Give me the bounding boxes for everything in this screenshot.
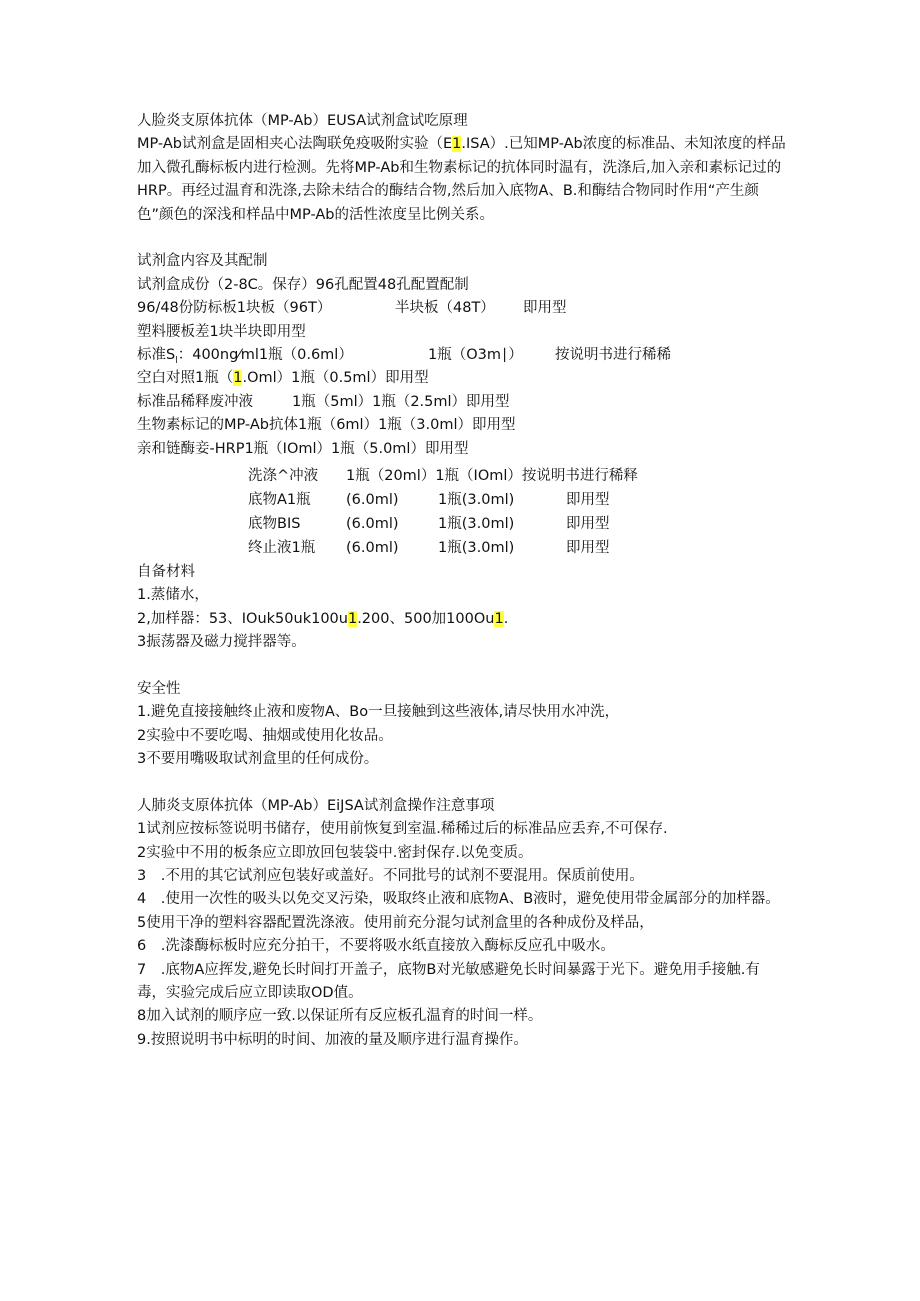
highlighted-text: 1	[452, 136, 462, 153]
list-item: 5使用干净的塑料容器配置洗涤液。使用前充分混匀试剂盒里的各种成份及样品，	[137, 914, 654, 931]
list-item: 7 .底物A应挥发,避免长时间打开盖子，底物B对光敏感避免长时间暴露于光下。避免用手接触.有毒，实验完成后应立即读取OD值。	[137, 961, 760, 1001]
text-run: .200、500加100Ou	[357, 610, 495, 627]
principle-paragraph	[137, 133, 787, 227]
table-cell: (6.0ml)	[346, 539, 399, 556]
list-item: 3不要用嘴吸取试剂盒里的任何成份。	[137, 751, 379, 768]
list-item: 1.避免直接接触终止液和废物A、Bo一旦接触到这些液体,请尽快用水冲洗，	[137, 704, 620, 721]
table-row	[248, 537, 787, 561]
table-cell: 1瓶(3.0ml)	[438, 515, 515, 532]
text-run: 空白对照1瓶（	[137, 370, 234, 387]
text-run: ：400ng⁄ml1瓶（0.6ml）	[177, 346, 353, 363]
section-title-safety: 安全性	[137, 680, 181, 697]
table-cell: 即用型	[566, 539, 610, 556]
table-row	[248, 489, 787, 513]
section-title-precautions: 人肺炎支原体抗体（MP-Ab）EiJSA试剂盒操作注意事项	[137, 797, 495, 814]
table-cell: 底物A1瓶	[248, 491, 311, 508]
kit-cell: 即用型	[523, 300, 567, 317]
kit-cell: 半块板（48T）	[395, 300, 495, 317]
kit-line: 生物素标记的MP-Ab抗体1瓶（6ml）1瓶（3.0ml）即用型	[137, 417, 516, 434]
highlighted-text: 1	[494, 610, 504, 627]
list-item: 2实验中不要吃喝、抽烟或使用化妆品。	[137, 727, 393, 744]
text-run: 标准S	[137, 346, 176, 363]
list-item: 3 .不用的其它试剂应包装好或盖好。不同批号的试剂不要混用。保质前使用。	[137, 868, 644, 884]
list-item: 9.按照说明书中标明的时间、加液的量及顺序进行温育操作。	[137, 1031, 528, 1048]
table-cell: (6.0ml)	[346, 515, 399, 532]
list-item: 1试剂应按标签说明书储存，使用前恢复到室温.稀稀过后的标准品应丢弃,不可保存.	[137, 821, 668, 838]
spacer	[137, 654, 787, 677]
highlighted-text: 1	[347, 610, 358, 627]
kit-line	[137, 367, 787, 390]
text-run: .Oml）1瓶（0.5ml）即用型	[242, 370, 429, 387]
table-cell: 即用型	[566, 491, 610, 508]
kit-cell	[137, 344, 428, 367]
table-cell: 终止液1瓶	[248, 539, 316, 556]
kit-cell: 1瓶（5ml）1瓶（2.5ml）即用型	[292, 393, 510, 410]
section-title-principle: 人脸炎支原体抗体（MP-Ab）EUSA试剂盒试吃原理	[137, 113, 468, 129]
table-cell: 底物BIS	[248, 515, 301, 532]
kit-cell: 96/48份防标板1块板（96T）	[137, 300, 332, 317]
text-run: MP-Ab试剂盒是固相夹心法陶联免疫吸附实验（E	[137, 136, 453, 153]
kit-cell: 按说明书进行稀稀	[555, 346, 671, 363]
text-run: 2,加样器：53、IOuk50uk100u	[137, 610, 348, 627]
section-title-kit-contents: 试剂盒内容及其配制	[137, 253, 268, 270]
kit-line: 试剂盒成份（2-8C。保存）96孔配置48孔配置配制	[137, 276, 469, 293]
table-cell: 即用型	[566, 515, 610, 532]
table-cell: 1瓶（20ml）1瓶（IOml）按说明书进行稀释	[346, 467, 638, 484]
section-title-materials: 自备材料	[137, 563, 195, 580]
list-item: 3振荡器及磁力搅拌器等。	[137, 634, 306, 651]
kit-line	[137, 391, 787, 414]
subscript: l	[175, 355, 178, 366]
document-body	[137, 110, 787, 1052]
kit-line: 塑料腰板差1块半块即用型	[137, 323, 306, 340]
list-item: 6 .洗漆酶标板时应充分拍干，不要将吸水纸直接放入酶标反应孔中吸水。	[137, 938, 615, 955]
kit-line	[137, 344, 787, 367]
table-cell: 1瓶(3.0ml)	[438, 539, 515, 556]
list-item: 8加入试剂的顺序应一致.以保证所有反应板孔温育的时间一样。	[137, 1008, 543, 1025]
list-item	[137, 608, 787, 631]
text-run: .	[503, 610, 509, 627]
spacer	[137, 771, 787, 794]
kit-cell: 1瓶（O3m∣）	[428, 346, 523, 363]
table-cell: 洗涤^冲液	[248, 467, 319, 484]
table-row	[248, 465, 787, 489]
list-item: 4 .使用一次性的吸头以免交叉污染，吸取终止液和底物A、B液时，避免使用带金属部分的加样器。	[137, 891, 780, 908]
list-item: 2实验中不用的板条应立即放回包装袋中.密封保存.以免变质。	[137, 844, 533, 861]
highlighted-text: 1	[233, 370, 243, 387]
list-item: 1.蒸储水，	[137, 587, 209, 604]
table-cell: 1瓶(3.0ml)	[438, 491, 515, 508]
kit-line: 亲和链酶妾-HRP1瓶（IOml）1瓶（5.0ml）即用型	[137, 440, 469, 457]
table-cell: (6.0ml)	[346, 491, 399, 508]
kit-cell: 标准品稀释废冲液	[137, 393, 253, 410]
table-row	[248, 513, 787, 537]
text-run: .ISA）.已知MP-Ab浓度的标准品、未知浓度的样品加入微孔酶标板内进行检测。先将MP-Ab和生物素标记的抗体同时温有，洗涤后,加入亲和素标记过的HRP。再经过温育和洗涤,去除未结合的酶结合物,然后加入底物A、B.和酶结合物同时作用“产生颜色”颜色的深浅和样品中MP-Ab的活性浓度呈比例关系。	[137, 136, 786, 223]
kit-line	[137, 297, 787, 320]
spacer	[137, 227, 787, 250]
